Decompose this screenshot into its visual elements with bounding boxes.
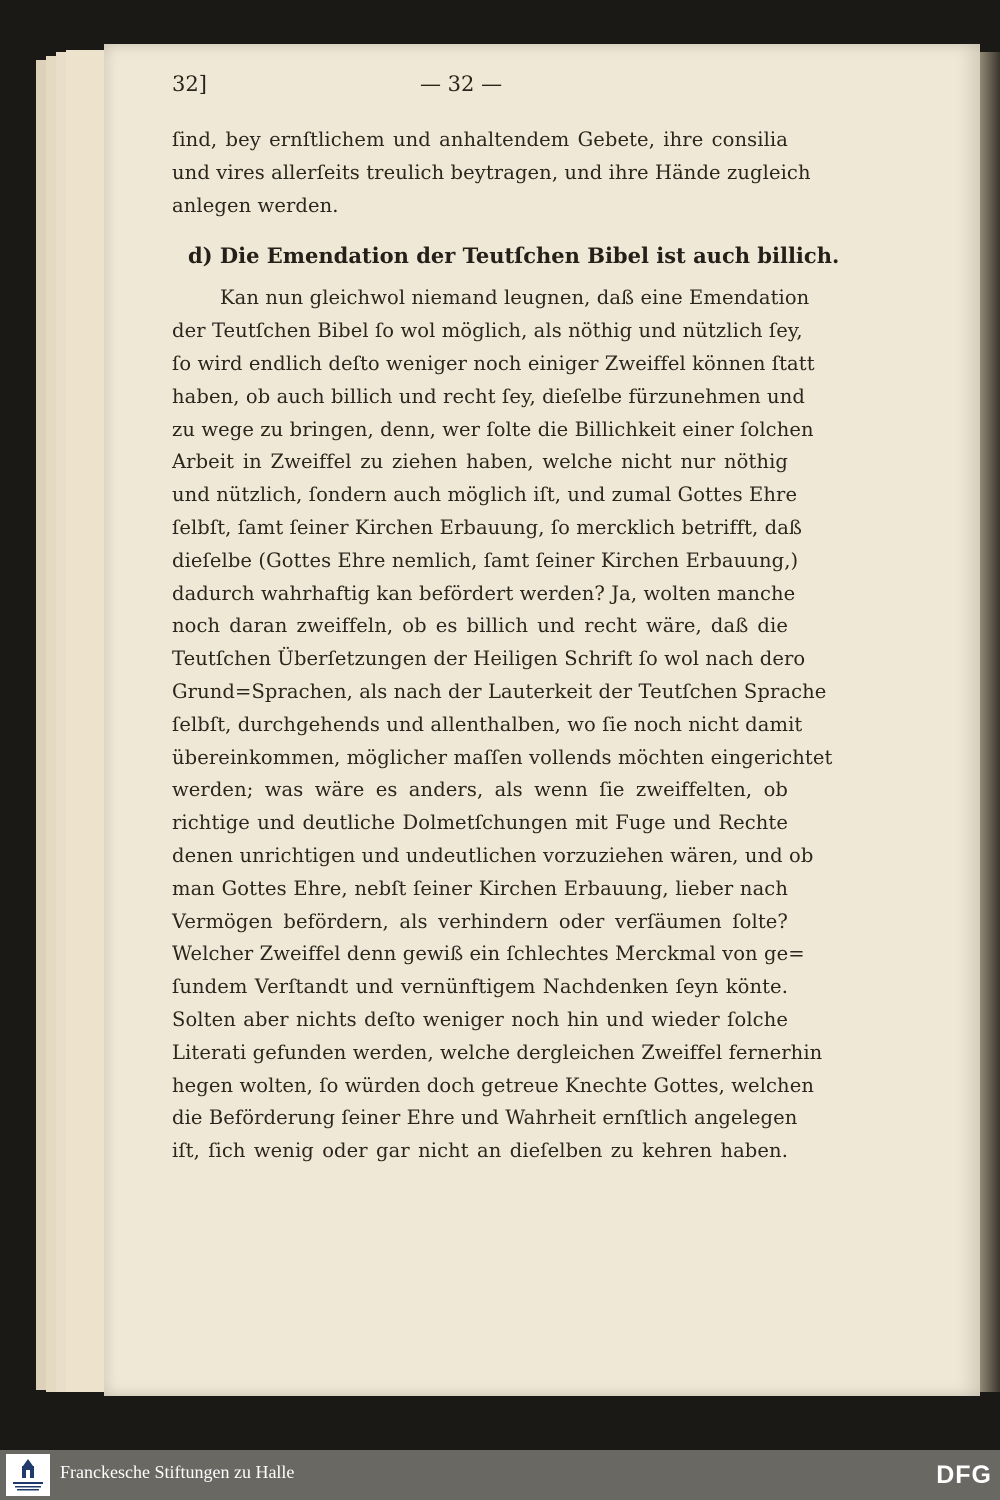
text-line: Arbeit in Zweiffel zu ziehen haben, welche nicht nur nöthig xyxy=(172,450,788,474)
text-line: ſelbſt, ſamt ſeiner Kirchen Erbauung, ſo mercklich betrifft, daß xyxy=(172,515,803,539)
text-line: Solten aber nichts deſto weniger noch hin und wieder ſolche xyxy=(172,1007,788,1031)
viewer-footer xyxy=(0,1450,1000,1500)
text-line: denen unrichtigen und undeutlichen vorzuziehen wären, und ob xyxy=(172,843,814,867)
text-line: iſt, ſich wenig oder gar nicht an dieſelben zu kehren haben. xyxy=(172,1139,788,1163)
text-line: werden; was wäre es anders, als wenn ſie zweiffelten, ob xyxy=(172,778,788,802)
text-line: Welcher Zweiffel denn gewiß ein ſchlechtes Merckmal von ge= xyxy=(172,942,805,966)
section-heading: d) Die Emendation der Teutſchen Bibel ist auch billich. xyxy=(188,243,840,269)
text-line: richtige und deutliche Dolmetſchungen mit Fuge und Rechte xyxy=(172,811,788,835)
text-line: anlegen werden. xyxy=(172,193,339,217)
page-reference: 32] xyxy=(172,72,207,96)
institution-name[interactable]: Franckesche Stiftungen zu Halle xyxy=(60,1462,295,1482)
text-line: ſind, bey ernſtlichem und anhaltendem Gebete, ihre consilia xyxy=(172,128,788,151)
text-line: übereinkommen, möglicher maſſen vollends möchten eingerichtet xyxy=(172,745,833,769)
text-line: man Gottes Ehre, nebſt ſeiner Kirchen Erbauung, lieber nach xyxy=(172,876,788,900)
page-body-text xyxy=(172,124,840,1168)
text-line: und nützlich, ſondern auch möglich iſt, und zumal Gottes Ehre xyxy=(172,483,798,507)
text-line: Kan nun gleichwol niemand leugnen, daß eine Emendation xyxy=(220,286,810,310)
text-line: ſo wird endlich deſto weniger noch einiger Zweiffel können ſtatt xyxy=(172,351,815,375)
text-line: hegen wolten, ſo würden doch getreue Knechte Gottes, welchen xyxy=(172,1073,815,1097)
text-line: noch daran zweiffeln, ob es billich und recht wäre, daß die xyxy=(172,614,788,638)
page-header xyxy=(172,72,788,112)
text-line: die Beförderung ſeiner Ehre und Wahrheit ernſtlich angelegen xyxy=(172,1106,798,1130)
text-line: ſelbſt, durchgehends und allenthalben, wo ſie noch nicht damit xyxy=(172,712,803,736)
text-line: ſundem Verſtandt und vernünftigem Nachdenken ſeyn könte. xyxy=(172,975,788,999)
text-line: und vires allerſeits treulich beytragen, und ihre Hände zugleich xyxy=(172,160,811,184)
text-line: dadurch wahrhaftig kan befördert werden? Ja, wolten manche xyxy=(172,581,796,605)
text-line: Grund=Sprachen, als nach der Lauterkeit der Teutſchen Sprache xyxy=(172,679,827,703)
text-line: Vermögen befördern, als verhindern oder verſäumen ſolte? xyxy=(172,909,788,933)
text-line: Literati gefunden werden, welche dergleichen Zweiffel fernerhin xyxy=(172,1040,823,1064)
text-line: Teutſchen Überſetzungen der Heiligen Schrift ſo wol nach dero xyxy=(172,647,806,671)
text-line: der Teutſchen Bibel ſo wol möglich, als nöthig und nützlich ſey, xyxy=(172,319,803,343)
text-line: zu wege zu bringen, denn, wer ſolte die Billichkeit einer ſolchen xyxy=(172,417,814,441)
dfg-logo[interactable]: DFG xyxy=(936,1461,992,1489)
page-number: — 32 — xyxy=(420,72,503,96)
text-line: haben, ob auch billich und recht ſey, dieſelbe fürzunehmen und xyxy=(172,384,805,408)
text-line: dieſelbe (Gottes Ehre nemlich, ſamt ſeiner Kirchen Erbauung,) xyxy=(172,548,799,572)
francke-foundations-logo-icon[interactable] xyxy=(6,1454,50,1496)
